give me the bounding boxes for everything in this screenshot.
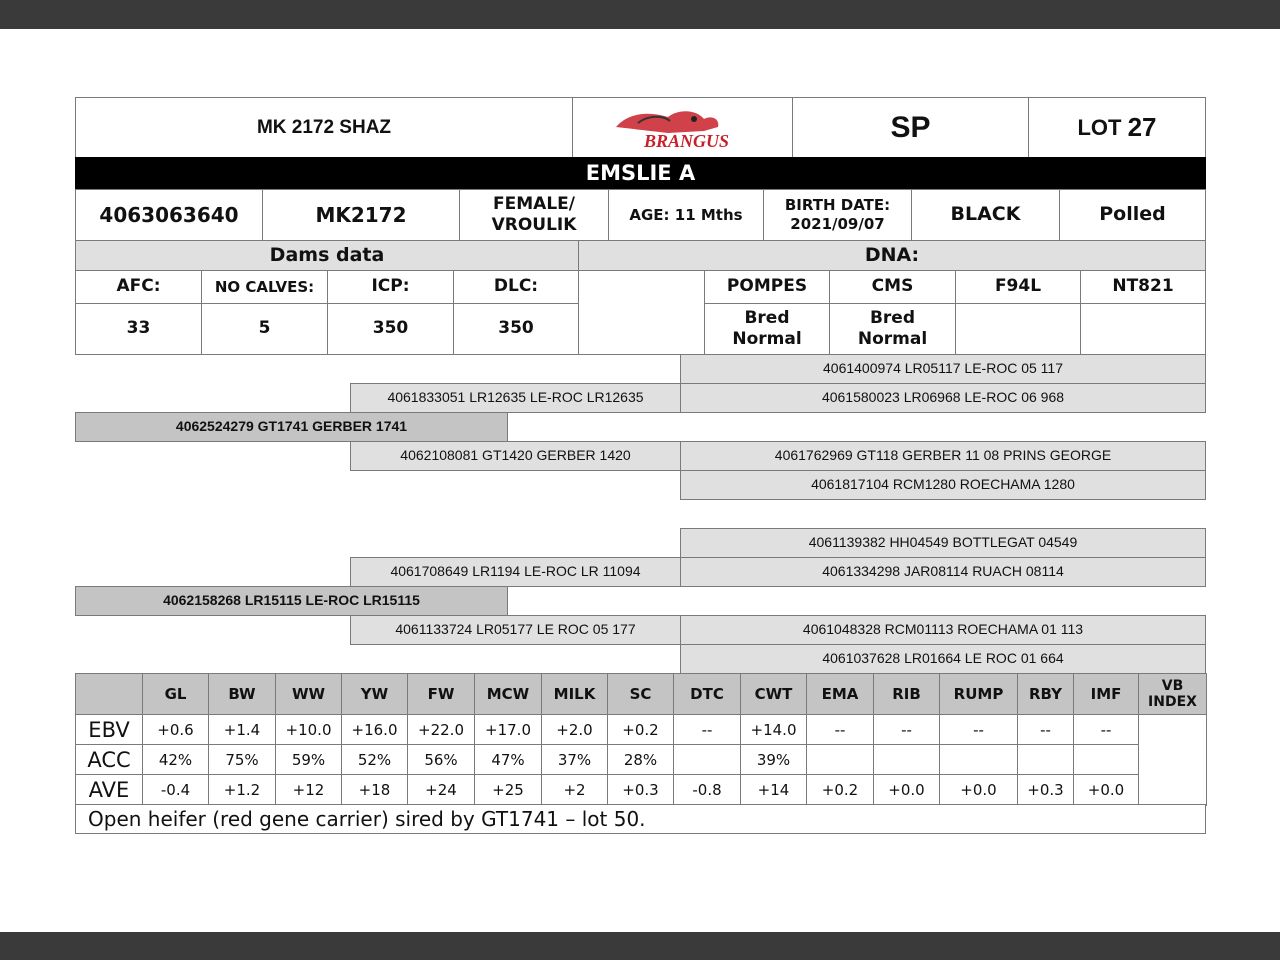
ebv-cell: -0.8	[673, 774, 741, 806]
brangus-logo	[572, 97, 793, 158]
pedigree-sire: 4062524279 GT1741 GERBER 1741	[75, 412, 508, 442]
ebv-column-rib: RIB	[873, 673, 940, 716]
ebv-cell: 56%	[407, 744, 475, 776]
ebv-cell	[1017, 744, 1074, 776]
ebv-column-dtc: DTC	[673, 673, 741, 716]
brangus-logo-icon	[608, 105, 758, 151]
ebv-column-milk: MILK	[541, 673, 608, 716]
pompes-value-line-2: Normal	[732, 329, 802, 349]
horn-status: Polled	[1059, 189, 1206, 241]
ebv-row-label-acc: ACC	[75, 744, 143, 776]
icp-value: 350	[327, 303, 454, 355]
registration-number: 4063063640	[75, 189, 263, 241]
pompes-value	[704, 303, 830, 355]
ebv-cell: +1.4	[208, 714, 276, 746]
dna-blank-cell	[578, 270, 705, 355]
ebv-column-fw: FW	[407, 673, 475, 716]
ebv-column-imf: IMF	[1073, 673, 1139, 716]
no-calves-header: NO CALVES:	[201, 270, 328, 304]
pedigree-sire-dam: 4062108081 GT1420 GERBER 1420	[350, 441, 681, 471]
ebv-column-rby: RBY	[1017, 673, 1074, 716]
cms-value-line-1: Bred	[869, 307, 916, 328]
ebv-cell: +2.0	[541, 714, 608, 746]
nt821-header: NT821	[1080, 270, 1206, 304]
ebv-column-ww: WW	[275, 673, 342, 716]
ebv-column-cwt: CWT	[740, 673, 807, 716]
cms-header: CMS	[829, 270, 956, 304]
pedigree-sire-dam-sire: 4061762969 GT118 GERBER 11 08 PRINS GEORGE	[680, 441, 1206, 471]
ebv-cell: --	[673, 714, 741, 746]
ebv-column-sc: SC	[607, 673, 674, 716]
svg-text:BRANGUS: BRANGUS	[643, 130, 729, 151]
pedigree-dam: 4062158268 LR15115 LE-ROC LR15115	[75, 586, 508, 616]
ebv-cell	[673, 744, 741, 776]
pedigree-sire-sire-dam: 4061580023 LR06968 LE-ROC 06 968	[680, 383, 1206, 413]
pedigree-sire-dam-dam: 4061817104 RCM1280 ROECHAMA 1280	[680, 470, 1206, 500]
lot-label-cell	[1028, 97, 1206, 158]
sex-line-1: FEMALE/	[493, 193, 575, 214]
ebv-cell: --	[806, 714, 874, 746]
ebv-cell: +0.2	[806, 774, 874, 806]
pompes-header: POMPES	[704, 270, 830, 304]
ebv-cell: 42%	[142, 744, 209, 776]
dams-data-title: Dams data	[75, 240, 579, 271]
lot-label: LOT	[1077, 114, 1122, 140]
nt821-value	[1080, 303, 1206, 355]
ebv-cell: --	[1017, 714, 1074, 746]
ebv-column-bw: BW	[208, 673, 276, 716]
dlc-header: DLC:	[453, 270, 579, 304]
lot-number: 27	[1127, 112, 1157, 143]
breeder-name: EMSLIE A	[75, 157, 1206, 189]
ebv-cell	[939, 744, 1018, 776]
viewer-bottom-bar	[0, 932, 1280, 960]
vb-index-value	[1138, 714, 1207, 806]
afc-value: 33	[75, 303, 202, 355]
ebv-cell: +0.0	[939, 774, 1018, 806]
pedigree-dam-dam-dam: 4061037628 LR01664 LE ROC 01 664	[680, 644, 1206, 674]
pedigree-sire-sire-sire: 4061400974 LR05117 LE-ROC 05 117	[680, 354, 1206, 384]
dna-title: DNA:	[578, 240, 1206, 271]
sex-line-2: VROULIK	[491, 215, 577, 235]
ebv-cell: +25	[474, 774, 542, 806]
pedigree-dam-sire: 4061708649 LR1194 LE-ROC LR 11094	[350, 557, 681, 587]
ebv-cell: +10.0	[275, 714, 342, 746]
ebv-cell: +12	[275, 774, 342, 806]
ebv-cell: +0.3	[1017, 774, 1074, 806]
ebv-header-corner	[75, 673, 143, 716]
afc-header: AFC:	[75, 270, 202, 304]
vb-index-header-line-2: INDEX	[1148, 693, 1197, 710]
ebv-cell: +14.0	[740, 714, 807, 746]
ebv-cell: --	[1073, 714, 1139, 746]
ebv-cell: +0.3	[607, 774, 674, 806]
ebv-row-label-ave: AVE	[75, 774, 143, 806]
age: AGE: 11 Mths	[608, 189, 764, 241]
pompes-value-line-1: Bred	[744, 307, 790, 328]
ebv-cell: +17.0	[474, 714, 542, 746]
animal-name: MK 2172 SHAZ	[75, 97, 573, 158]
lot-note: Open heifer (red gene carrier) sired by GT1741 – lot 50.	[75, 804, 1206, 834]
ebv-cell: 59%	[275, 744, 342, 776]
cms-value	[829, 303, 956, 355]
ebv-cell: 47%	[474, 744, 542, 776]
f94l-header: F94L	[955, 270, 1081, 304]
ebv-cell: +2	[541, 774, 608, 806]
pedigree-dam-dam-sire: 4061048328 RCM01113 ROECHAMA 01 113	[680, 615, 1206, 645]
ebv-cell: -0.4	[142, 774, 209, 806]
birth-date-label: BIRTH DATE:	[784, 196, 891, 215]
pedigree-sire-sire: 4061833051 LR12635 LE-ROC LR12635	[350, 383, 681, 413]
birth-date-cell	[763, 189, 912, 241]
ebv-cell: +0.0	[1073, 774, 1139, 806]
ebv-cell: 75%	[208, 744, 276, 776]
ebv-column-gl: GL	[142, 673, 209, 716]
ebv-cell: 52%	[341, 744, 408, 776]
ebv-cell: +1.2	[208, 774, 276, 806]
colour: BLACK	[911, 189, 1060, 241]
ebv-cell	[1073, 744, 1139, 776]
ebv-column-ema: EMA	[806, 673, 874, 716]
ebv-cell: +22.0	[407, 714, 475, 746]
no-calves-value: 5	[201, 303, 328, 355]
cms-value-line-2: Normal	[857, 329, 928, 349]
viewer-top-bar	[0, 0, 1280, 29]
ebv-column-mcw: MCW	[474, 673, 542, 716]
f94l-value	[955, 303, 1081, 355]
ebv-cell	[806, 744, 874, 776]
vb-index-header-line-1: VB	[1161, 678, 1184, 695]
vb-index-header	[1138, 673, 1207, 716]
ebv-row-label-ebv: EBV	[75, 714, 143, 746]
ebv-cell: +24	[407, 774, 475, 806]
class-code: SP	[792, 97, 1029, 158]
ebv-cell: +18	[341, 774, 408, 806]
sex-cell	[459, 189, 609, 241]
ebv-column-rump: RUMP	[939, 673, 1018, 716]
ebv-cell	[873, 744, 940, 776]
ebv-cell: 37%	[541, 744, 608, 776]
ebv-cell: +0.6	[142, 714, 209, 746]
ebv-cell: --	[939, 714, 1018, 746]
icp-header: ICP:	[327, 270, 454, 304]
ebv-cell: 28%	[607, 744, 674, 776]
ebv-cell: +16.0	[341, 714, 408, 746]
birth-date: 2021/09/07	[790, 215, 885, 233]
ebv-cell: --	[873, 714, 940, 746]
animal-tag: MK2172	[262, 189, 460, 241]
ebv-cell: 39%	[740, 744, 807, 776]
ebv-column-yw: YW	[341, 673, 408, 716]
ebv-cell: +0.2	[607, 714, 674, 746]
pedigree-dam-dam: 4061133724 LR05177 LE ROC 05 177	[350, 615, 681, 645]
dlc-value: 350	[453, 303, 579, 355]
pedigree-dam-sire-dam: 4061334298 JAR08114 RUACH 08114	[680, 557, 1206, 587]
ebv-cell: +14	[740, 774, 807, 806]
pedigree-dam-sire-sire: 4061139382 HH04549 BOTTLEGAT 04549	[680, 528, 1206, 558]
ebv-cell: +0.0	[873, 774, 940, 806]
